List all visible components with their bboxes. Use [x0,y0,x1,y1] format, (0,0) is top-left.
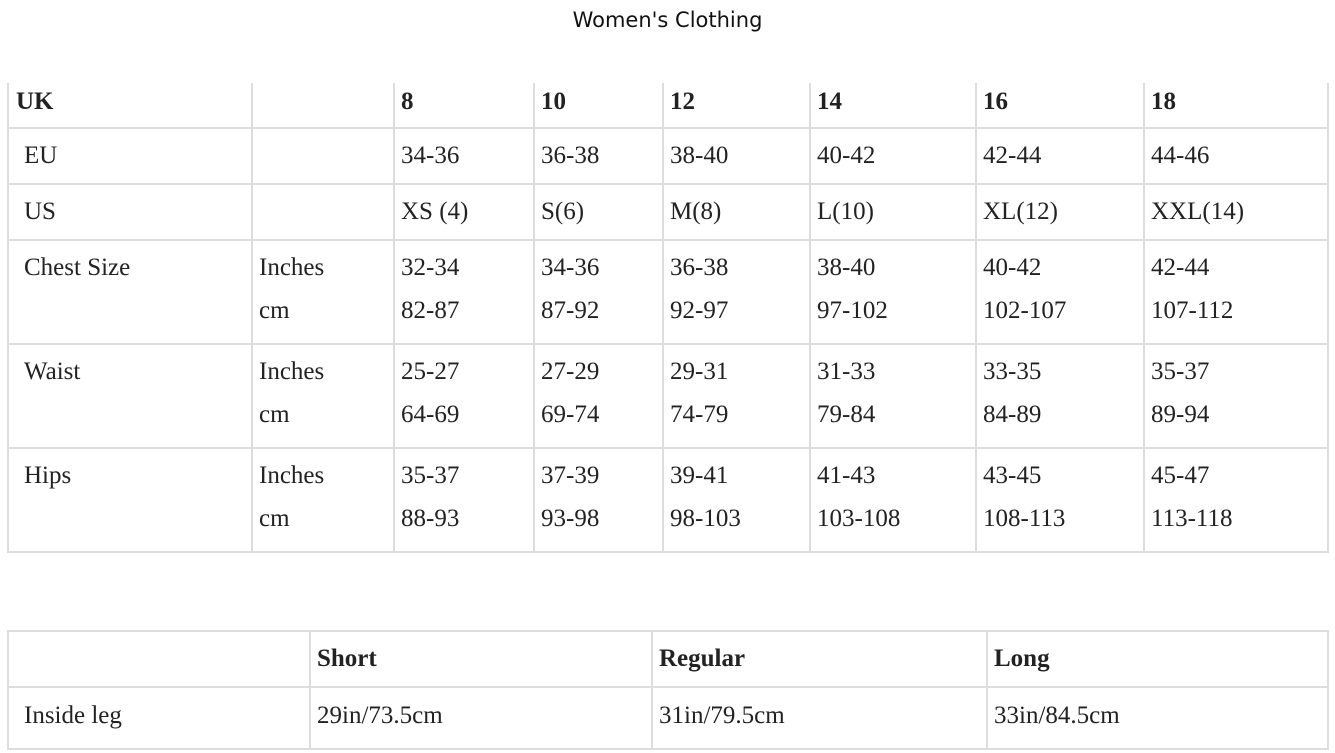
table-cell: 29in/73.5cm [310,687,652,749]
value-cm: 88-93 [401,505,460,532]
region-label-uk: UK [8,83,252,128]
table-cell [663,448,810,552]
size-header-cell: 16 [976,83,1144,128]
value-cm: 97-102 [817,297,888,324]
table-cell [976,240,1144,344]
value-inches: 32-34 [401,254,460,281]
table-cell: XS (4) [394,184,534,240]
table-row-chest [8,240,1328,344]
value-cm: 79-84 [817,401,876,428]
value-inches: 33-35 [983,358,1042,385]
unit-inches: Inches [259,358,325,385]
value-inches: 38-40 [817,254,876,281]
table-cell: 44-46 [1144,128,1328,184]
value-inches: 34-36 [541,254,600,281]
size-header-cell: 18 [1144,83,1328,128]
value-inches: 25-27 [401,358,460,385]
table-cell: XL(12) [976,184,1144,240]
size-header-row [8,83,1328,128]
value-cm: 89-94 [1151,401,1210,428]
page-title: Women's Clothing [572,8,763,32]
inside-leg-table [7,630,1329,750]
value-inches: 37-39 [541,462,600,489]
leg-header-cell [8,631,310,687]
value-inches: 31-33 [817,358,876,385]
table-cell: XXL(14) [1144,184,1328,240]
table-cell [534,344,663,448]
leg-header-cell: Long [987,631,1328,687]
value-inches: 45-47 [1151,462,1210,489]
size-header-cell: 12 [663,83,810,128]
row-label: US [8,184,252,240]
table-cell [1144,344,1328,448]
unit-cell [252,448,394,552]
value-cm: 108-113 [983,505,1066,532]
table-cell [534,448,663,552]
value-inches: 39-41 [670,462,729,489]
value-cm: 82-87 [401,297,460,324]
leg-header-row [8,631,1328,687]
row-label: Hips [8,448,252,552]
value-cm: 87-92 [541,297,600,324]
table-cell [394,448,534,552]
table-cell: 36-38 [534,128,663,184]
size-header-cell: 8 [394,83,534,128]
table-cell: 38-40 [663,128,810,184]
value-cm: 98-103 [670,505,741,532]
table-cell [534,240,663,344]
size-chart-table [7,83,1329,553]
table-cell: L(10) [810,184,976,240]
size-header-cell: 14 [810,83,976,128]
row-label: Inside leg [8,687,310,749]
unit-cm: cm [259,505,290,532]
row-label: Waist [8,344,252,448]
row-label: Chest Size [8,240,252,344]
leg-header-cell: Regular [652,631,987,687]
table-cell: M(8) [663,184,810,240]
value-cm: 93-98 [541,505,600,532]
row-label: EU [8,128,252,184]
table-row-us [8,184,1328,240]
table-cell: S(6) [534,184,663,240]
unit-cell [252,240,394,344]
unit-cm: cm [259,297,290,324]
table-cell [663,344,810,448]
table-row-hips [8,448,1328,552]
value-cm: 113-118 [1151,505,1233,532]
value-inches: 35-37 [1151,358,1210,385]
table-cell [394,344,534,448]
table-cell: 40-42 [810,128,976,184]
value-cm: 103-108 [817,505,901,532]
value-inches: 29-31 [670,358,729,385]
table-cell [394,240,534,344]
unit-cell [252,344,394,448]
unit-cell [252,184,394,240]
value-inches: 40-42 [983,254,1042,281]
table-cell [810,448,976,552]
table-cell [810,344,976,448]
table-cell: 34-36 [394,128,534,184]
value-cm: 107-112 [1151,297,1234,324]
value-inches: 36-38 [670,254,729,281]
table-cell [1144,448,1328,552]
table-cell [1144,240,1328,344]
value-inches: 27-29 [541,358,600,385]
table-cell: 31in/79.5cm [652,687,987,749]
unit-header-cell [252,83,394,128]
value-inches: 35-37 [401,462,460,489]
value-cm: 92-97 [670,297,729,324]
value-inches: 42-44 [1151,254,1210,281]
table-cell [976,344,1144,448]
table-cell [810,240,976,344]
table-row-inside-leg [8,687,1328,749]
leg-header-cell: Short [310,631,652,687]
table-row-waist [8,344,1328,448]
unit-cm: cm [259,401,290,428]
size-header-cell: 10 [534,83,663,128]
value-cm: 102-107 [983,297,1067,324]
value-cm: 74-79 [670,401,729,428]
table-row-eu [8,128,1328,184]
value-cm: 84-89 [983,401,1042,428]
table-cell: 42-44 [976,128,1144,184]
table-cell: 33in/84.5cm [987,687,1328,749]
value-inches: 43-45 [983,462,1042,489]
unit-inches: Inches [259,462,325,489]
table-cell [663,240,810,344]
value-inches: 41-43 [817,462,876,489]
table-cell [976,448,1144,552]
value-cm: 69-74 [541,401,600,428]
unit-inches: Inches [259,254,325,281]
value-cm: 64-69 [401,401,460,428]
unit-cell [252,128,394,184]
